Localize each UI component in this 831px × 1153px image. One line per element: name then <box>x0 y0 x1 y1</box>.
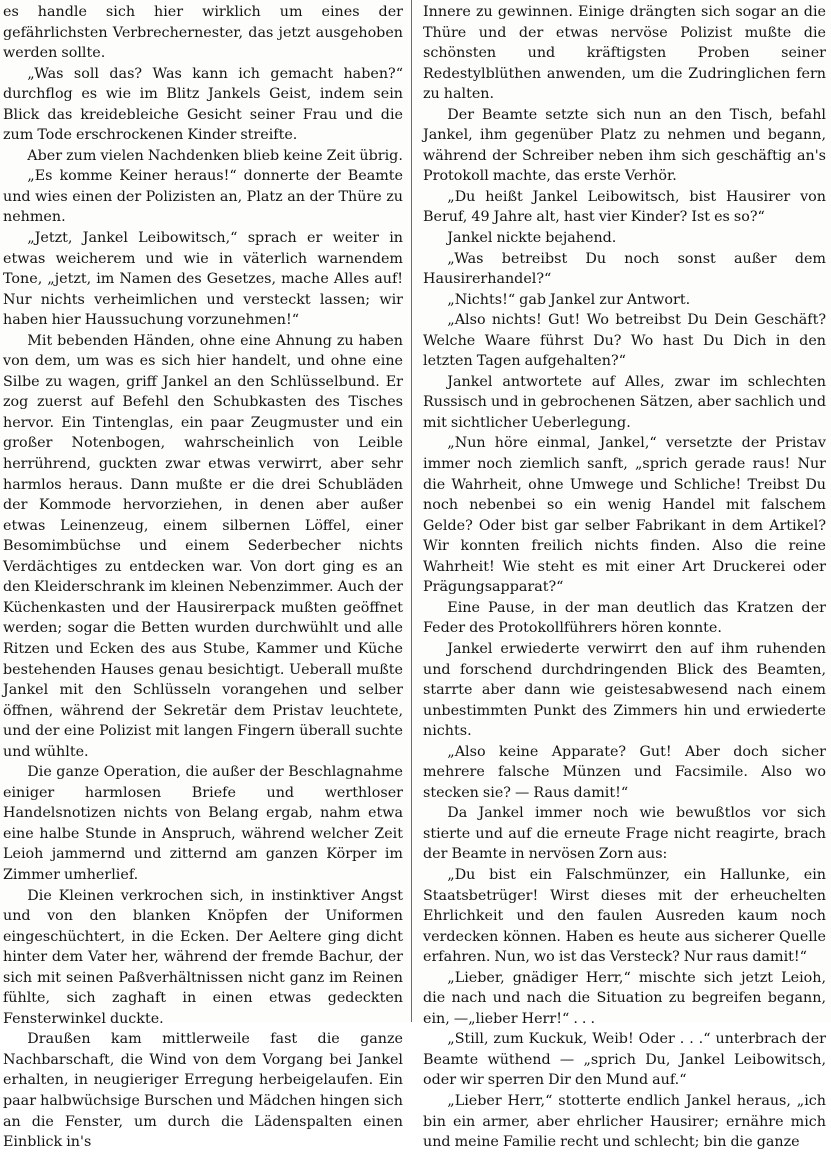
left-column <box>3 2 403 1151</box>
paragraph: Die ganze Operation, die außer der Beschlagnahme einiger harmlosen Briefe und werthloser Handelsnotizen nichts von Belang ergab, nahm etwa eine halbe Stunde in Anspruch, während welcher Zeit Leioh jammernd und zitternd am ganzen Körper im Zimmer umherlief. <box>3 764 403 883</box>
paragraph: Jankel antwortete auf Alles, zwar im schlechten Russisch und in gebrochenen Sätzen, aber sachlich und mit sichtlicher Ueberlegung. <box>423 373 826 431</box>
paragraph: Eine Pause, in der man deutlich das Kratzen der Feder des Protokollführers hören konnte. <box>423 599 826 637</box>
right-column <box>423 2 826 1151</box>
paragraph: „Was soll das? Was kann ich gemacht haben?“ durchflog es wie im Blitz Jankels Geist, indem sein Blick das kreidebleiche Gesicht seiner Frau und die zum Tode erschrockenen Kinder streifte. <box>3 65 403 144</box>
paragraph: „Also keine Apparate? Gut! Aber doch sicher mehrere falsche Münzen und Facsimile. Also wo stecken sie? — Raus damit!“ <box>423 743 826 801</box>
paragraph: Der Beamte setzte sich nun an den Tisch, befahl Jankel, ihm gegenüber Platz zu nehmen und begann, während der Schreiber neben ihm sich geschäftig an's Protokoll machte, das erste Verhör. <box>423 106 826 185</box>
paragraph: Aber zum vielen Nachdenken blieb keine Zeit übrig. <box>27 147 403 164</box>
paragraph: „Still, zum Kuckuk, Weib! Oder . . .“ unterbrach der Beamte wüthend — „sprich Du, Jankel Leibowitsch, oder wir sperren Dir den Mund auf.“ <box>423 1031 826 1089</box>
paragraph: Draußen kam mittlerweile fast die ganze Nachbarschaft, die Wind von dem Vorgang bei Jankel erhalten, in neugieriger Erregung herbeigelaufen. Ein paar halbwüchsige Burschen und Mädchen hingen sich an die Fenster, um durch die Lädenspalten einen Einblick in's <box>3 1031 403 1151</box>
paragraph: Da Jankel immer noch wie bewußtlos vor sich stierte und auf die erneute Frage nicht reagirte, brach der Beamte in nervösen Zorn aus: <box>423 805 826 863</box>
column-divider <box>411 0 412 1022</box>
paragraph: Jankel nickte bejahend. <box>447 230 617 247</box>
paragraph: „Jetzt, Jankel Leibowitsch,“ sprach er weiter in etwas weicherem und wie in väterlich warnendem Tone, „jetzt, im Namen des Gesetzes, mache Alles auf! Nur nichts verheimlichen und versteckt lassen; wir haben hier Haussuchung vorzunehmen!“ <box>3 230 403 329</box>
paragraph: „Es komme Keiner heraus!“ donnerte der Beamte und wies einen der Polizisten an, Platz an der Thüre zu nehmen. <box>3 168 403 226</box>
paragraph: „Also nichts! Gut! Wo betreibst Du Dein Geschäft? Welche Waare führst Du? Wo hast Du Dich in den letzten Tagen aufgehalten?“ <box>423 312 826 370</box>
paragraph: „Lieber, gnädiger Herr,“ mischte sich jetzt Leioh, die nach und nach die Situation zu begreifen begann, ein, —„lieber Herr!“ . . . <box>423 969 826 1027</box>
paragraph: Innere zu gewinnen. Einige drängten sich sogar an die Thüre und der etwas nervöse Polizist mußte die schönsten und kräftigsten Proben seiner Redestylblüthen anwenden, um die Zudringlichen fern zu halten. <box>423 4 826 103</box>
paragraph: Mit bebenden Händen, ohne eine Ahnung zu haben von dem, um was es sich hier handelt, und ohne eine Silbe zu wagen, griff Jankel an den Schlüsselbund. Er zog zuerst auf Befehl den Schubkasten des Tisches hervor. Ein Tintenglas, ein paar Zeugmuster und ein großer Notenbogen, wahrscheinlich von Leible herrührend, guckten zwar etwas verwirrt, aber sehr harmlos heraus. Dann mußte er die drei Schubläden der Kommode hervorziehen, in denen aber außer etwas Leinenzeug, einem silbernen Löffel, einer Besomimbüchse und einem Sederbecher nichts Verdächtiges zu entdecken war. Von dort ging es an den Kleiderschrank im kleinen Nebenzimmer. Auch der Küchenkasten und der Hausirerpack mußten geöffnet werden; sogar die Betten wurden durchwühlt und alle Ritzen und Ecken des aus Stube, Kammer und Küche bestehenden Hauses genau besichtigt. Ueberall mußte Jankel mit den Schlüsseln vorangehen und selber öffnen, während der Sekretär dem Pristav leuchtete, und der eine Polizist mit langen Fingern überall suchte und wühlte. <box>3 332 403 760</box>
paragraph: es handle sich hier wirklich um eines der gefährlichsten Verbrechernester, das jetzt ausgehoben werden sollte. <box>3 4 403 62</box>
paragraph: „Lieber Herr,“ stotterte endlich Jankel heraus, „ich bin ein armer, aber ehrlicher Hausirer; ernähre mich und meine Familie recht und schlecht; bin die ganze <box>423 1092 826 1151</box>
paragraph: „Du bist ein Falschmünzer, ein Hallunke, ein Staatsbetrüger! Wirst dieses mit der erheuchelten Ehrlichkeit und den faulen Ausreden kaum noch verdecken können. Haben es heute aus sicherer Quelle erfahren. Nun, wo ist das Versteck? Nur raus damit!“ <box>423 866 826 966</box>
paragraph: „Nichts!“ gab Jankel zur Antwort. <box>447 291 691 308</box>
paragraph: „Du heißt Jankel Leibowitsch, bist Hausirer von Beruf, 49 Jahre alt, hast vier Kinder? Ist es so?“ <box>423 188 826 226</box>
paragraph: „Was betreibst Du noch sonst außer dem Hausirerhandel?“ <box>423 250 826 288</box>
paragraph: Jankel erwiederte verwirrt den auf ihm ruhenden und forschend durchdringenden Blick des Beamten, starrte aber dann wie geistesabwesend nach einem unbestimmten Punkt des Zimmers hin und erwiederte nichts. <box>423 640 826 740</box>
paragraph: Die Kleinen verkrochen sich, in instinktiver Angst und von den blanken Knöpfen der Uniformen eingeschüchtert, in die Ecken. Der Aeltere ging dicht hinter dem Vater her, während der fremde Bachur, der sich mit seinen Paßverhältnissen nicht ganz im Reinen fühlte, sich zaghaft in einen etwas gedeckten Fensterwinkel duckte. <box>3 887 403 1027</box>
paragraph: „Nun höre einmal, Jankel,“ versetzte der Pristav immer noch ziemlich sanft, „sprich gerade raus! Nur die Wahrheit, ohne Umwege und Schliche! Treibst Du noch nebenbei so ein wenig Handel mit falschem Gelde? Oder bist gar selber Fabrikant in dem Artikel? Wir konnten freilich nichts finden. Also die reine Wahrheit! Wie steht es mit einer Art Druckerei oder Prägungsapparat?“ <box>423 435 826 596</box>
